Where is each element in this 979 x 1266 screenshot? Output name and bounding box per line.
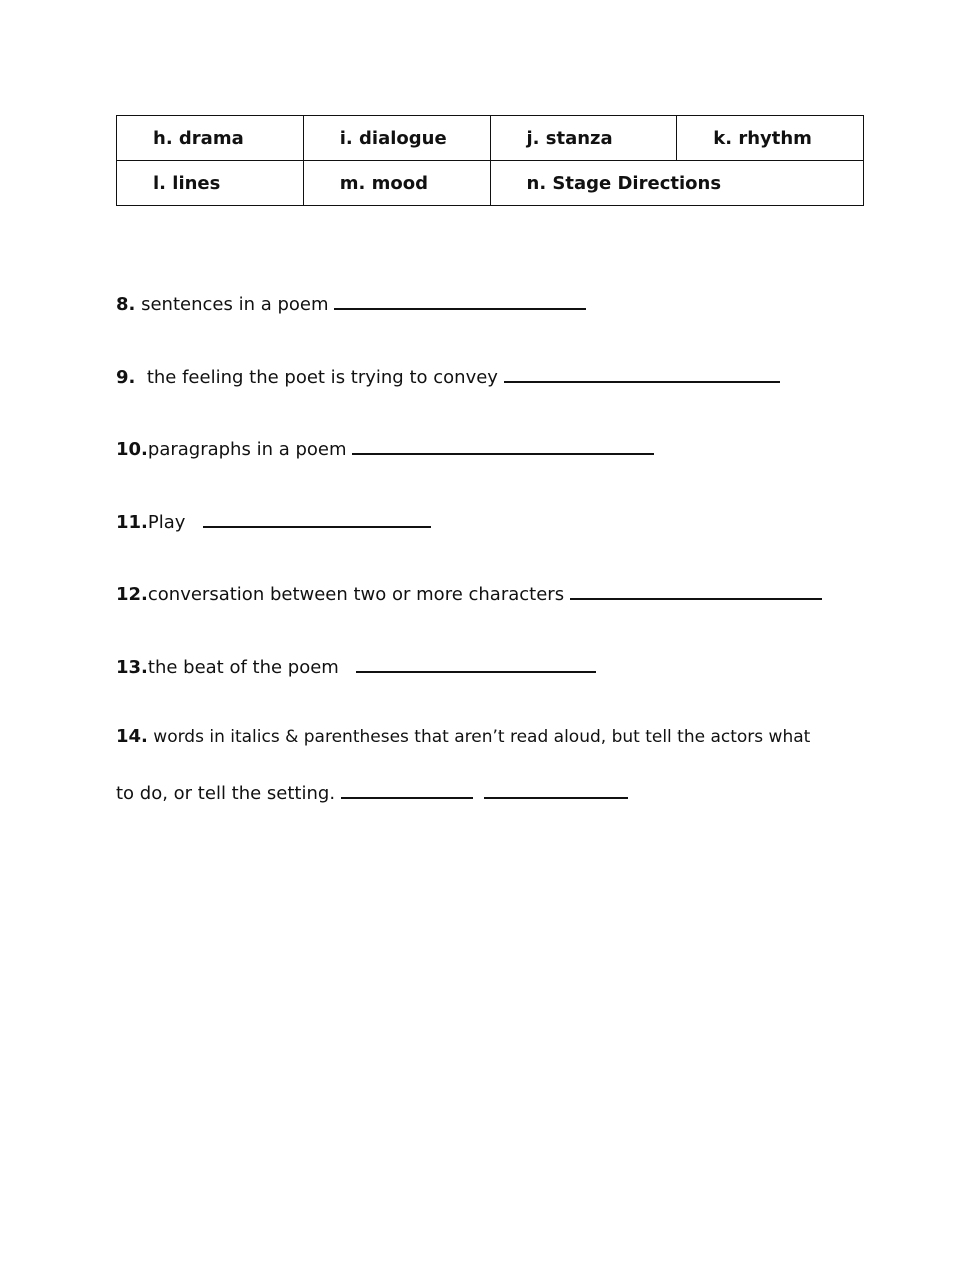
word-bank-row (117, 116, 864, 161)
question-number: 14. (116, 726, 148, 747)
question-9 (116, 363, 780, 388)
answer-blank[interactable] (341, 779, 473, 799)
question-number: 12. (116, 584, 148, 605)
question-14 (116, 726, 810, 747)
answer-blank[interactable] (352, 435, 654, 455)
question-number: 13. (116, 657, 148, 678)
word-bank-cell: i. dialogue (303, 116, 490, 161)
question-number: 10. (116, 439, 148, 460)
answer-blank[interactable] (484, 779, 628, 799)
question-12 (116, 580, 822, 605)
word-bank-row (117, 161, 864, 206)
word-bank-cell: l. lines (117, 161, 304, 206)
question-text: Play (147, 512, 186, 533)
word-bank-cell: m. mood (303, 161, 490, 206)
question-text: conversation between two or more characters (147, 584, 565, 605)
answer-blank[interactable] (203, 508, 431, 528)
answer-blank[interactable] (334, 290, 586, 310)
question-text: the feeling the poet is trying to convey (146, 367, 498, 388)
word-bank-table (116, 115, 864, 206)
question-number: 11. (116, 512, 148, 533)
question-10 (116, 435, 654, 460)
answer-blank[interactable] (504, 363, 780, 383)
question-text: sentences in a poem (141, 294, 329, 315)
word-bank-cell: n. Stage Directions (490, 161, 864, 206)
question-number: 9. (116, 367, 136, 388)
question-text-line2: to do, or tell the setting. (116, 783, 336, 804)
answer-blank[interactable] (356, 653, 596, 673)
answer-blank[interactable] (570, 580, 822, 600)
question-text: paragraphs in a poem (147, 439, 347, 460)
question-8 (116, 290, 586, 315)
word-bank-cell: j. stanza (490, 116, 677, 161)
word-bank-cell: k. rhythm (677, 116, 864, 161)
question-14-continued (116, 779, 628, 804)
question-text: words in italics & parentheses that aren’t read aloud, but tell the actors what (153, 727, 811, 747)
question-13 (116, 653, 596, 678)
question-number: 8. (116, 294, 136, 315)
question-text: the beat of the poem (147, 657, 339, 678)
question-11 (116, 508, 431, 533)
word-bank-cell: h. drama (117, 116, 304, 161)
